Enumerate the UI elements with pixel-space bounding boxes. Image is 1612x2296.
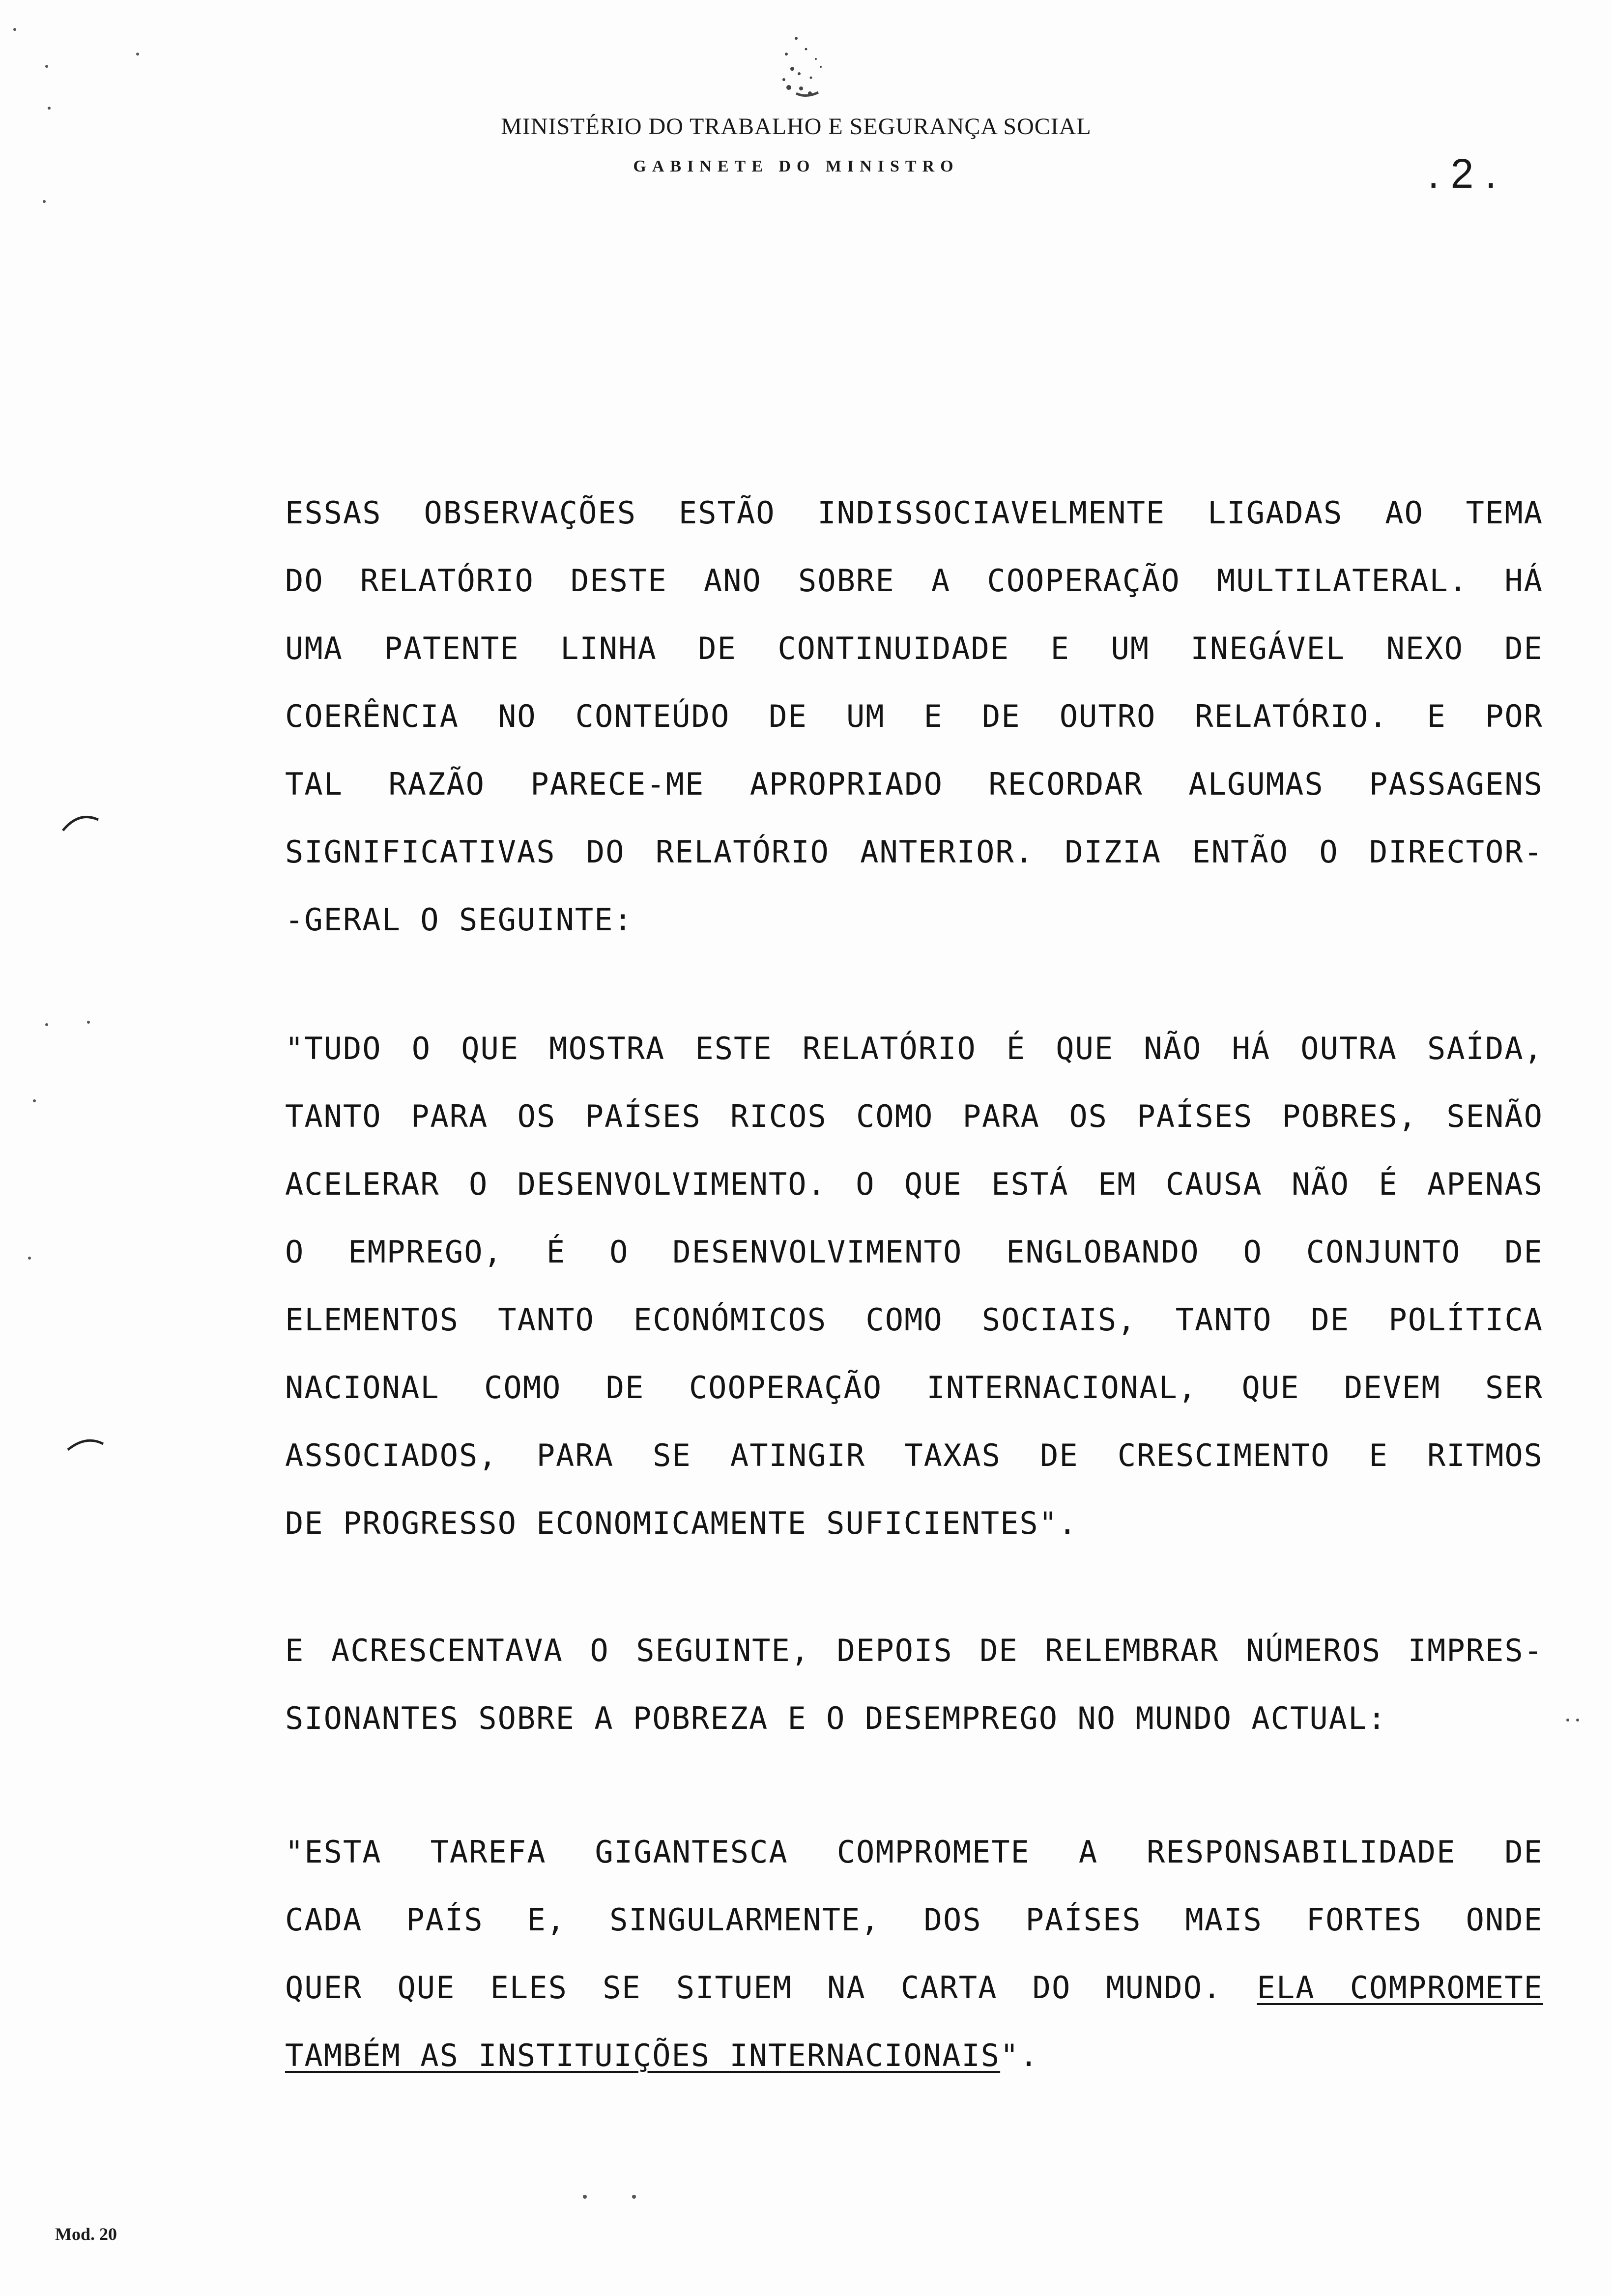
text-plain: QUER QUE ELES SE SITUEM NA CARTA DO MUNDO. xyxy=(285,1970,1257,2006)
text-line: ELEMENTOS TANTO ECONÓMICOS COMO SOCIAIS, TANTO DE POLÍTICA xyxy=(285,1302,1543,1338)
margin-specks-icon xyxy=(1425,1705,1583,1735)
form-model-label: Mod. 20 xyxy=(55,2224,117,2244)
text-line: TANTO PARA OS PAÍSES RICOS COMO PARA OS PAÍSES POBRES, SENÃO xyxy=(285,1098,1543,1134)
text-line: "TUDO O QUE MOSTRA ESTE RELATÓRIO É QUE NÃO HÁ OUTRA SAÍDA, xyxy=(285,1031,1543,1066)
text-line: ESSAS OBSERVAÇÕES ESTÃO INDISSOCIAVELMENTE LIGADAS AO TEMA xyxy=(285,495,1543,531)
paragraph-additional xyxy=(285,1617,1543,1752)
text-line xyxy=(285,2022,1543,2090)
text-line: O EMPREGO, É O DESENVOLVIMENTO ENGLOBANDO O CONJUNTO DE xyxy=(285,1234,1543,1270)
underlined-text: TAMBÉM AS INSTITUIÇÕES INTERNACIONAIS xyxy=(285,2038,1001,2073)
text-line: COERÊNCIA NO CONTEÚDO DE UM E DE OUTRO RELATÓRIO. E POR xyxy=(285,698,1543,734)
text-line: NACIONAL COMO DE COOPERAÇÃO INTERNACIONAL, QUE DEVEM SER xyxy=(285,1370,1543,1406)
text-line: ASSOCIADOS, PARA SE ATINGIR TAXAS DE CRESCIMENTO E RITMOS xyxy=(285,1437,1543,1473)
text-line: -GERAL O SEGUINTE: xyxy=(285,902,633,938)
margin-specks-icon xyxy=(565,2182,663,2211)
ministry-heading: MINISTÉRIO DO TRABALHO E SEGURANÇA SOCIAL xyxy=(501,114,1092,140)
text-line: SIGNIFICATIVAS DO RELATÓRIO ANTERIOR. DIZIA ENTÃO O DIRECTOR- xyxy=(285,834,1543,870)
text-line: DE PROGRESSO ECONOMICAMENTE SUFICIENTES". xyxy=(285,1505,1078,1541)
text-line: ACELERAR O DESENVOLVIMENTO. O QUE ESTÁ EM CAUSA NÃO É APENAS xyxy=(285,1166,1543,1202)
ministry-seal-icon xyxy=(737,20,855,118)
cabinet-subheading: GABINETE DO MINISTRO xyxy=(633,157,959,175)
underlined-text: ELA COMPROMETE xyxy=(1257,1970,1543,2006)
text-line: SIONANTES SOBRE A POBREZA E O DESEMPREGO NO MUNDO ACTUAL: xyxy=(285,1700,1387,1736)
page-number: . 2 . xyxy=(1428,150,1497,197)
text-line: CADA PAÍS E, SINGULARMENTE, DOS PAÍSES MAIS FORTES ONDE xyxy=(285,1902,1543,1938)
paragraph-quote-responsibility xyxy=(285,1818,1543,2090)
text-line xyxy=(285,1954,1543,2022)
text-line: UMA PATENTE LINHA DE CONTINUIDADE E UM INEGÁVEL NEXO DE xyxy=(285,631,1543,666)
text-line: E ACRESCENTAVA O SEGUINTE, DEPOIS DE RELEMBRAR NÚMEROS IMPRES- xyxy=(285,1633,1543,1668)
text-line: DO RELATÓRIO DESTE ANO SOBRE A COOPERAÇÃO MULTILATERAL. HÁ xyxy=(285,563,1543,599)
paragraph-quote-development xyxy=(285,1015,1543,1557)
text-line: TAL RAZÃO PARECE-ME APROPRIADO RECORDAR ALGUMAS PASSAGENS xyxy=(285,766,1543,802)
margin-specks-icon xyxy=(0,0,147,2261)
text-plain: ". xyxy=(1000,2038,1039,2073)
text-line: "ESTA TAREFA GIGANTESCA COMPROMETE A RESPONSABILIDADE DE xyxy=(285,1834,1543,1870)
paragraph-observations xyxy=(285,479,1543,954)
